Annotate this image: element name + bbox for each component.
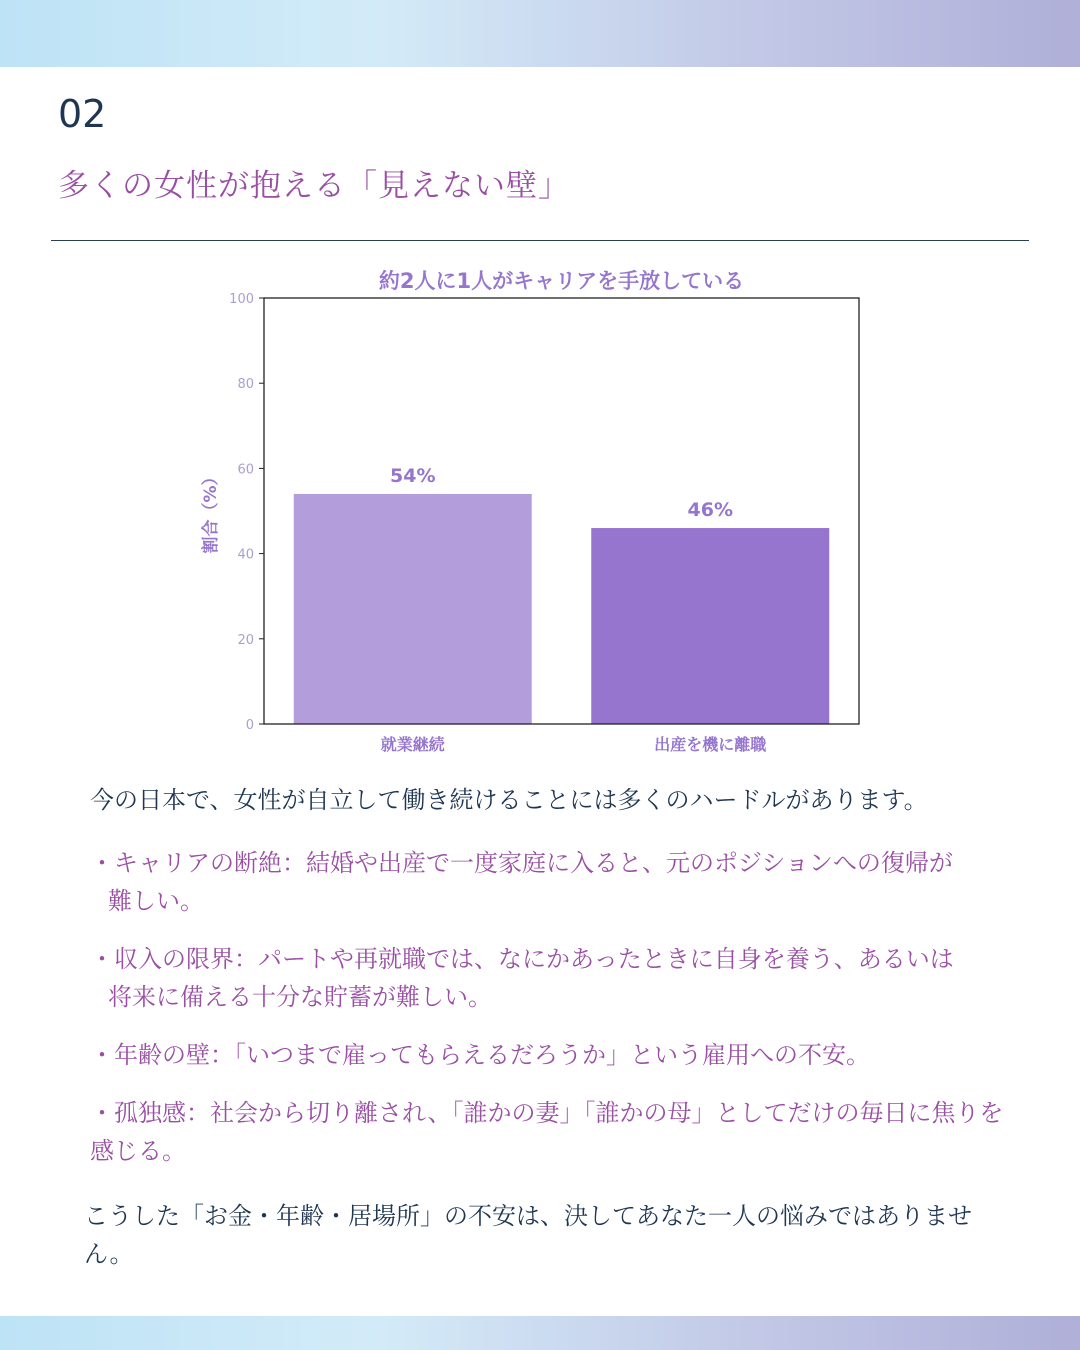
x-tick-label: 就業継続	[380, 735, 445, 754]
bar-chart	[180, 262, 900, 762]
bar	[294, 494, 532, 724]
x-tick-label: 出産を機に離職	[654, 735, 767, 754]
bullet-loneliness	[90, 1094, 1010, 1170]
y-tick-label: 20	[237, 632, 254, 648]
bullet-line: 難しい。	[108, 887, 204, 915]
y-tick-label: 40	[237, 547, 254, 563]
closing-text: こうした「お金・年齢・居場所」の不安は、決してあなた一人の悩みではありません。	[84, 1202, 972, 1268]
bullet-income-limit	[90, 940, 1010, 1016]
bullet-line: ・収入の限界：パートや再就職では、なにかあったときに自身を養う、あるいは	[90, 945, 954, 973]
intro-text: 今の日本で、女性が自立して働き続けることには多くのハードルがあります。	[90, 786, 928, 814]
section-number: 02	[58, 92, 107, 136]
y-axis-label: 割合（%）	[201, 468, 221, 554]
bar	[591, 528, 829, 724]
divider	[51, 240, 1029, 241]
top-gradient-band	[0, 0, 1080, 67]
y-tick-label: 80	[237, 377, 254, 393]
y-tick-label: 100	[229, 292, 254, 307]
bullet-line: ・孤独感：社会から切り離され、「誰かの妻」「誰かの母」としてだけの毎日に焦りを感じる。	[90, 1099, 1004, 1165]
section-title: 多くの女性が抱える「見えない壁」	[58, 168, 570, 204]
data-label: 54%	[390, 464, 436, 487]
bullet-career-gap	[90, 844, 1010, 920]
y-tick-label: 0	[245, 718, 254, 733]
y-tick-label: 60	[237, 462, 254, 478]
chart-title: 約2人に1人がキャリアを手放している	[378, 269, 745, 293]
bullet-line: ・キャリアの断絶：結婚や出産で一度家庭に入ると、元のポジションへの復帰が	[90, 849, 953, 877]
bullet-line: 将来に備える十分な貯蓄が難しい。	[108, 983, 492, 1011]
bullet-line: ・年齢の壁：「いつまで雇ってもらえるだろうか」という雇用への不安。	[90, 1041, 870, 1069]
bullet-age-wall	[90, 1036, 1010, 1074]
bottom-gradient-band	[0, 1316, 1080, 1350]
data-label: 46%	[687, 499, 733, 522]
